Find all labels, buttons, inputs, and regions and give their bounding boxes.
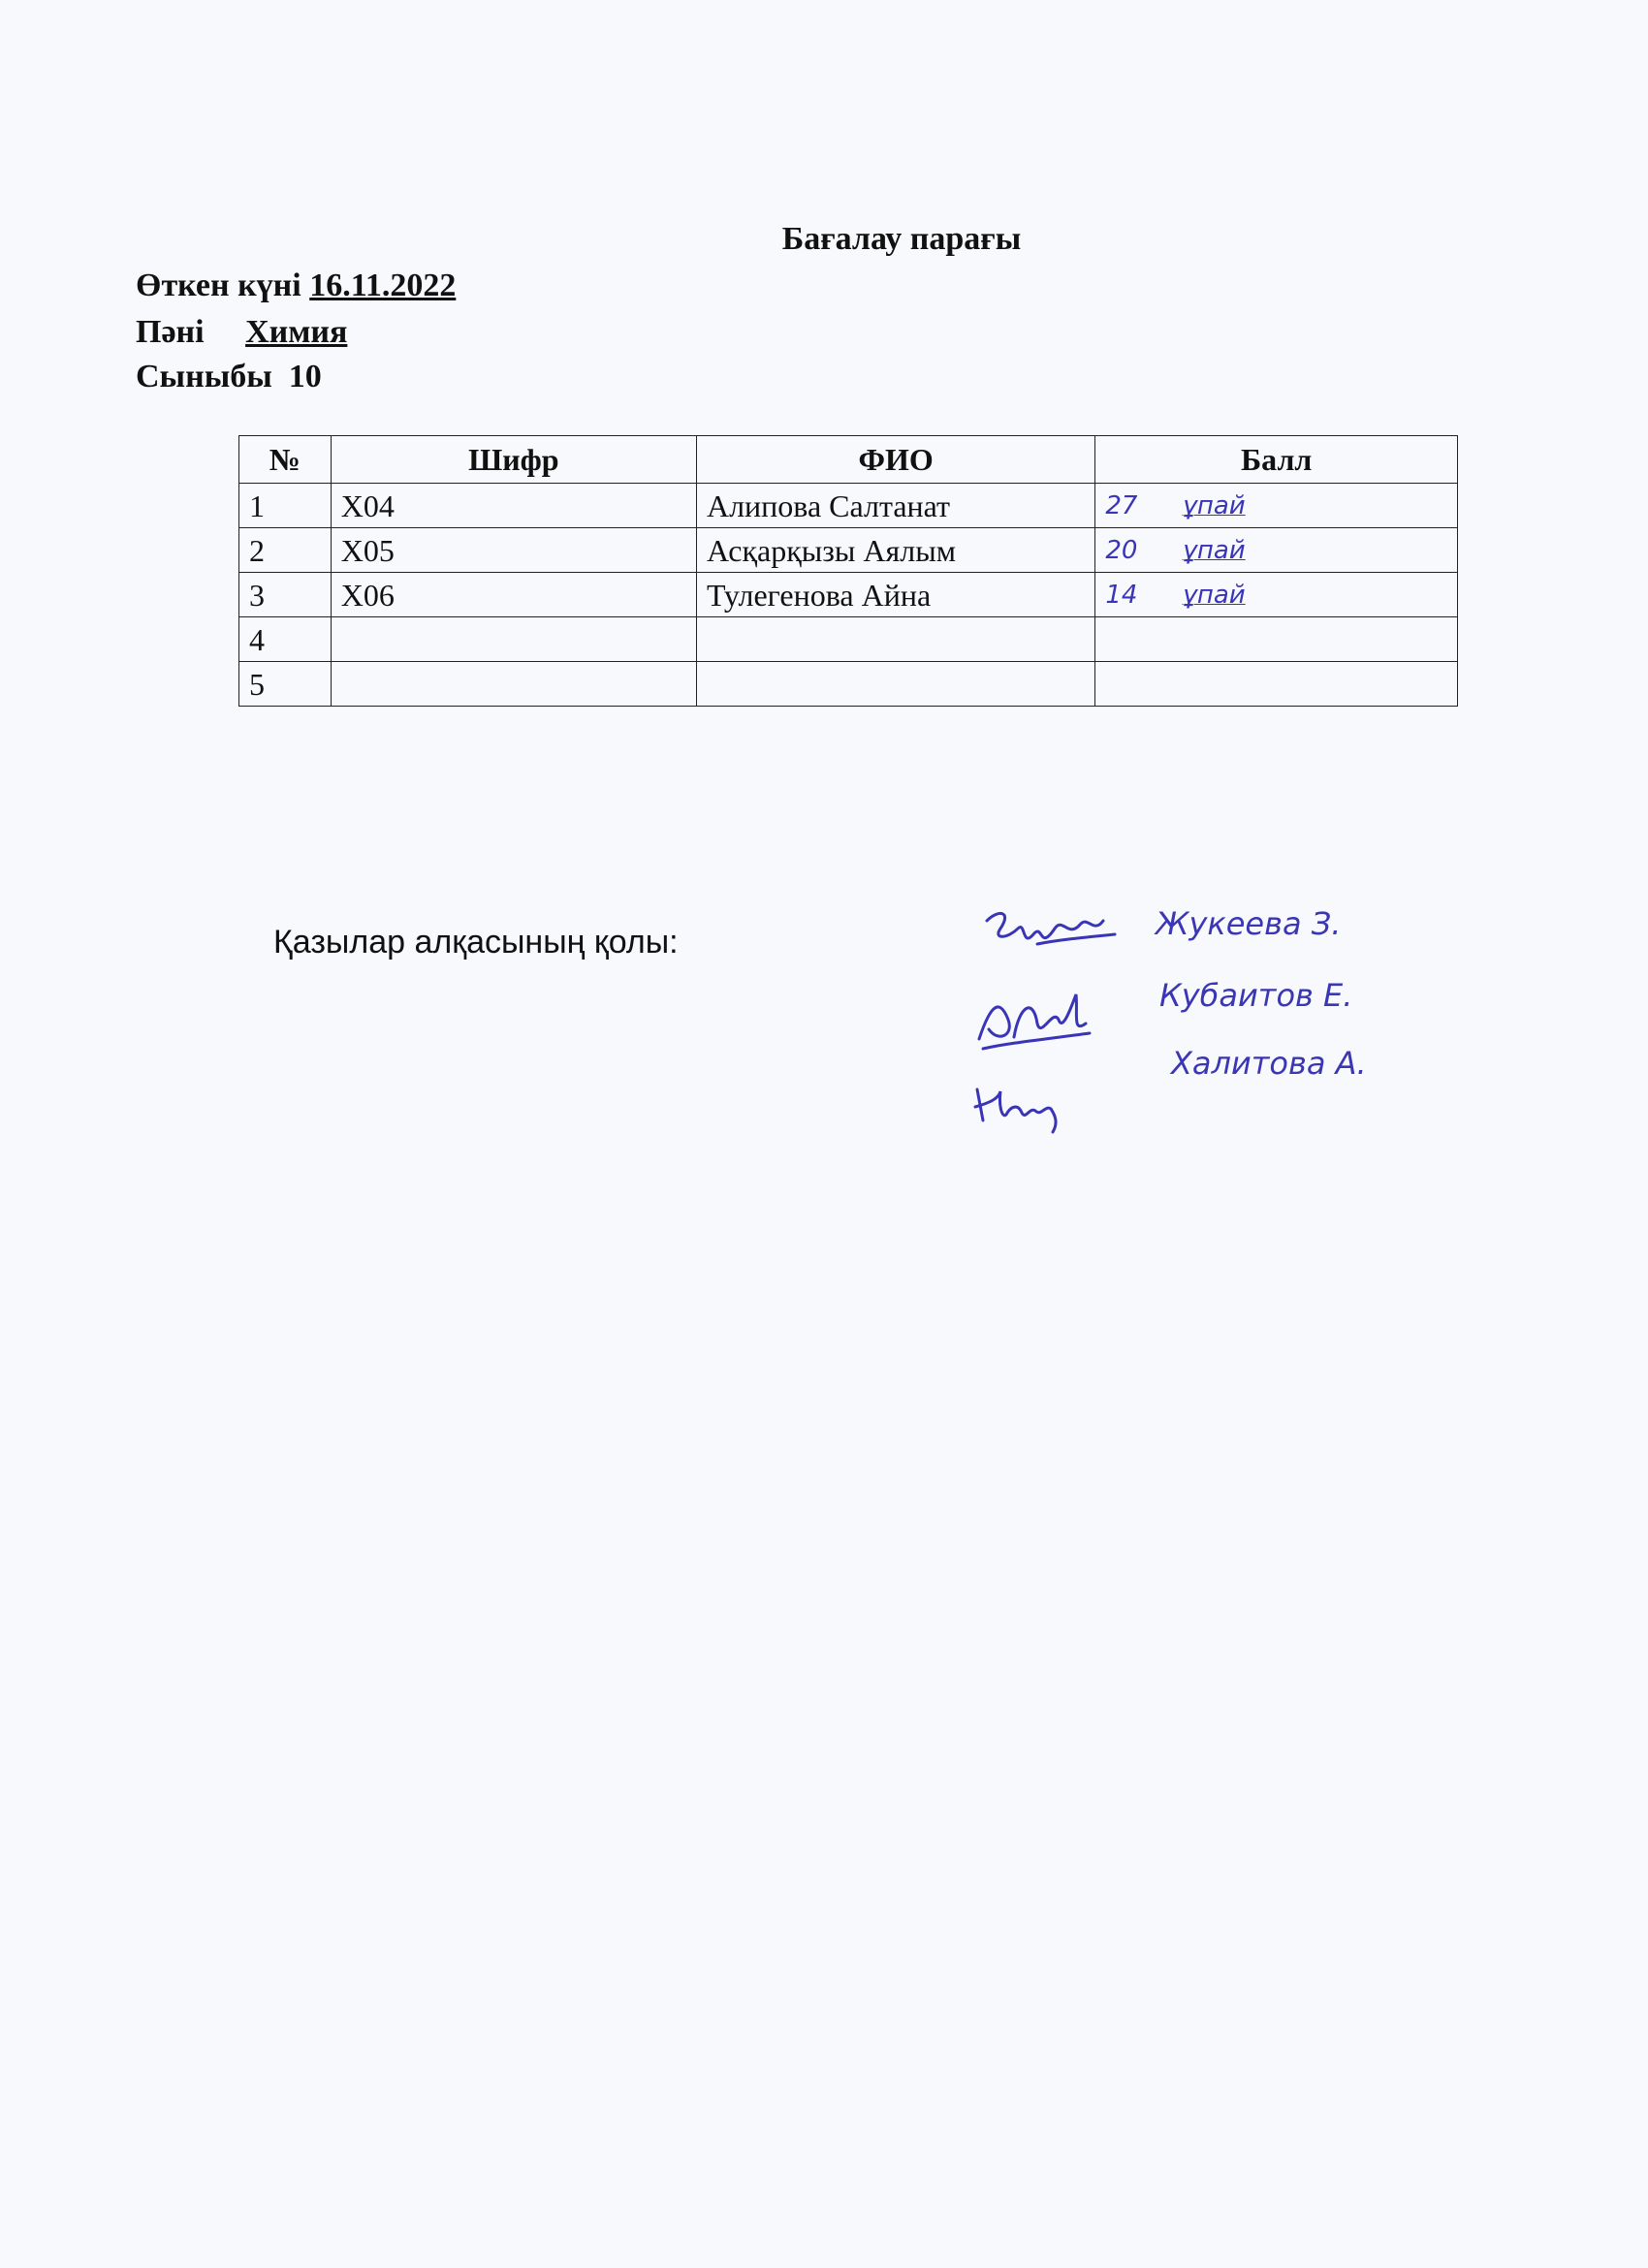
column-header-code: Шифр: [331, 436, 696, 484]
grades-table: [238, 435, 1458, 707]
date-label: Өткен күні: [136, 268, 310, 303]
row-number: 4: [239, 617, 332, 662]
signature-scribble-3: [969, 1078, 1076, 1136]
row-score: [1095, 528, 1458, 573]
row-code: [331, 662, 696, 707]
row-code: X04: [331, 484, 696, 528]
score-unit: ұпай: [1182, 535, 1246, 565]
row-code: X06: [331, 573, 696, 617]
class-line: [136, 359, 322, 395]
row-code: X05: [331, 528, 696, 573]
row-score: [1095, 484, 1458, 528]
score-value: 14: [1105, 580, 1138, 610]
signature-name-3: Халитова А.: [1171, 1045, 1367, 1082]
signature-name-2: Кубаитов Е.: [1159, 977, 1353, 1014]
row-number: 5: [239, 662, 332, 707]
class-label: Сыныбы: [136, 359, 289, 394]
row-name: Асқарқызы Аялым: [696, 528, 1094, 573]
row-score: [1095, 573, 1458, 617]
score-value: 20: [1105, 535, 1138, 565]
score-unit: ұпай: [1182, 490, 1246, 520]
column-header-number: №: [239, 436, 332, 484]
column-header-score: Балл: [1095, 436, 1458, 484]
column-header-name: ФИО: [696, 436, 1094, 484]
row-number: 1: [239, 484, 332, 528]
date-value: 16.11.2022: [309, 268, 457, 303]
table-row: [239, 528, 1458, 573]
table-row: [239, 617, 1458, 662]
row-score: [1095, 617, 1458, 662]
row-score: [1095, 662, 1458, 707]
signature-name-1: Жукеева З.: [1156, 905, 1342, 942]
row-name: [696, 617, 1094, 662]
table-row: [239, 484, 1458, 528]
row-name: Алипова Салтанат: [696, 484, 1094, 528]
row-code: [331, 617, 696, 662]
table-row: [239, 662, 1458, 707]
date-line: [136, 268, 456, 304]
subject-line: [136, 314, 347, 351]
row-number: 2: [239, 528, 332, 573]
table-header-row: [239, 436, 1458, 484]
signature-scribble-2: [969, 981, 1095, 1058]
row-number: 3: [239, 573, 332, 617]
signatures-label: Қазылар алқасының қолы:: [273, 924, 679, 961]
score-value: 27: [1105, 490, 1138, 520]
score-unit: ұпай: [1182, 580, 1246, 610]
row-name: [696, 662, 1094, 707]
subject-label: Пәні: [136, 314, 246, 350]
subject-value: Химия: [245, 314, 348, 350]
table-row: [239, 573, 1458, 617]
page-title: Бағалау парағы: [781, 221, 1022, 257]
class-value: 10: [288, 359, 322, 394]
row-name: Тулегенова Айна: [696, 573, 1094, 617]
signature-scribble-1: [979, 899, 1125, 967]
